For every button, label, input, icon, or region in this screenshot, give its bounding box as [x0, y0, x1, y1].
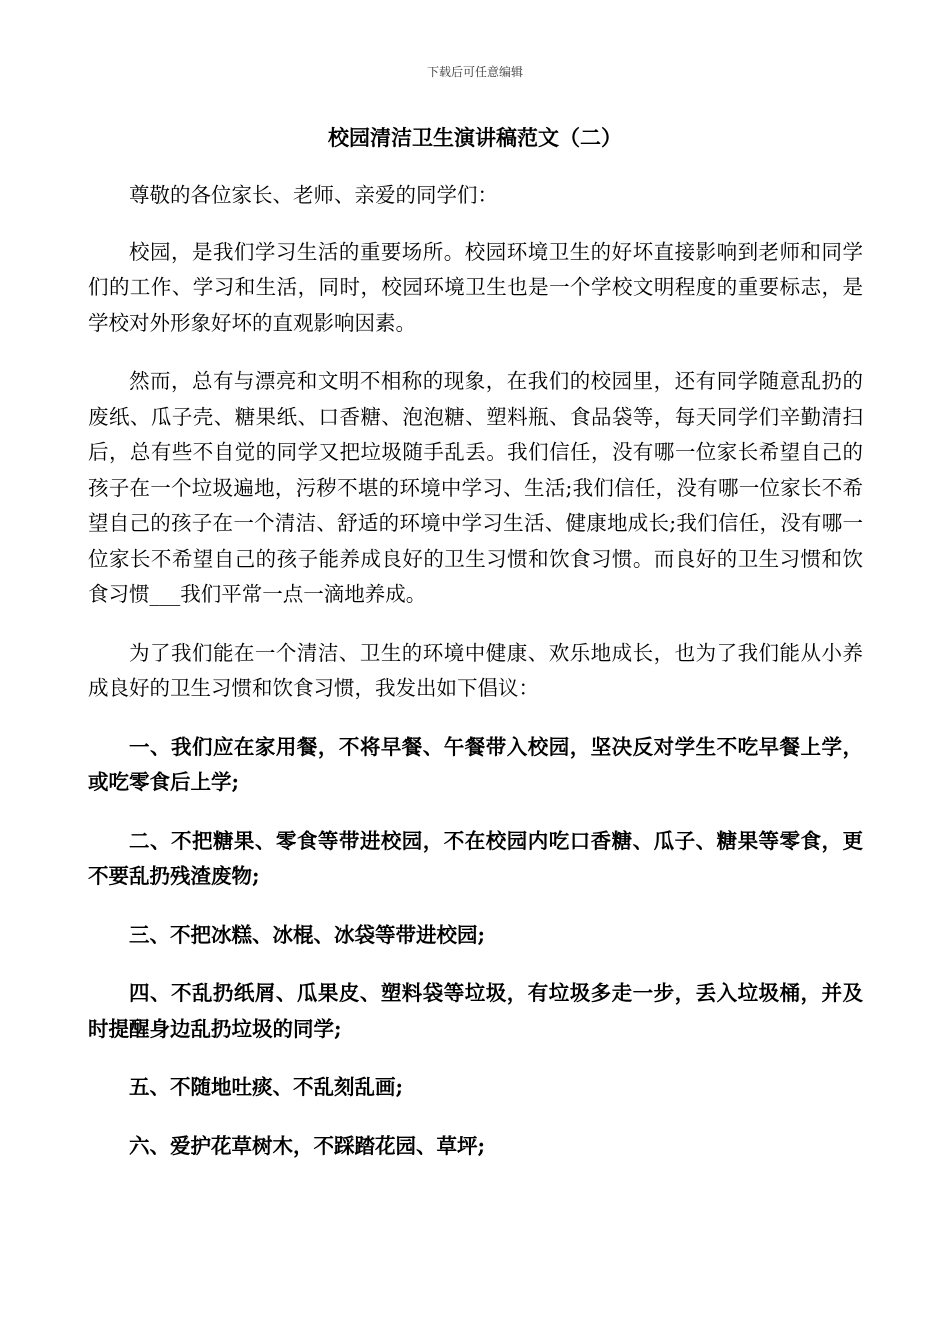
proposal-1: 一、我们应在家用餐，不将早餐、午餐带入校园，坚决反对学生不吃早餐上学，或吃零食后上学; — [88, 734, 863, 794]
proposal-6: 六、爱护花草树木，不踩踏花园、草坪; — [129, 1133, 486, 1158]
paragraph-1: 校园，是我们学习生活的重要场所。校园环境卫生的好坏直接影响到老师和同学们的工作、学习和生活，同时，校园环境卫生也是一个学校文明程度的重要标志，是学校对外形象好坏的直观影响因素。 — [88, 239, 863, 335]
paragraph-2: 然而，总有与漂亮和文明不相称的现象，在我们的校园里，还有同学随意乱扔的废纸、瓜子壳、糖果纸、口香糖、泡泡糖、塑料瓶、食品袋等，每天同学们辛勤清扫后，总有些不自觉的同学又把垃圾随手乱丢。我们信任，没有哪一位家长希望自己的孩子在一个垃圾遍地，污秽不堪的环境中学习、生活;我们信任，没有哪一位家长不希望自己的孩子在一个清洁、舒适的环境中学习生活、健康地成长;我们信任，没有哪一位家长不希望自己的孩子能养成良好的卫生习惯和饮食习惯。而良好的卫生习惯和饮食习惯___我们平常一点一滴地养成。 — [88, 369, 863, 606]
salutation: 尊敬的各位家长、老师、亲爱的同学们： — [129, 183, 498, 207]
proposal-5: 五、不随地吐痰、不乱刻乱画; — [129, 1075, 404, 1099]
proposal-2: 二、不把糖果、零食等带进校园，不在校园内吃口香糖、瓜子、糖果等零食，更不要乱扔残渣废物; — [88, 828, 863, 888]
page-header-note: 下载后可任意编辑 — [426, 65, 523, 79]
document-body — [88, 178, 863, 1187]
document-title: 校园清洁卫生演讲稿范文（二） — [328, 125, 622, 150]
proposal-3: 三、不把冰糕、冰棍、冰袋等带进校园; — [129, 922, 486, 947]
proposal-4: 四、不乱扔纸屑、瓜果皮、塑料袋等垃圾，有垃圾多走一步，丢入垃圾桶，并及时提醒身边乱扔垃圾的同学; — [88, 981, 863, 1041]
paragraph-3: 为了我们能在一个清洁、卫生的环境中健康、欢乐地成长，也为了我们能从小养成良好的卫生习惯和饮食习惯，我发出如下倡议： — [88, 640, 863, 700]
